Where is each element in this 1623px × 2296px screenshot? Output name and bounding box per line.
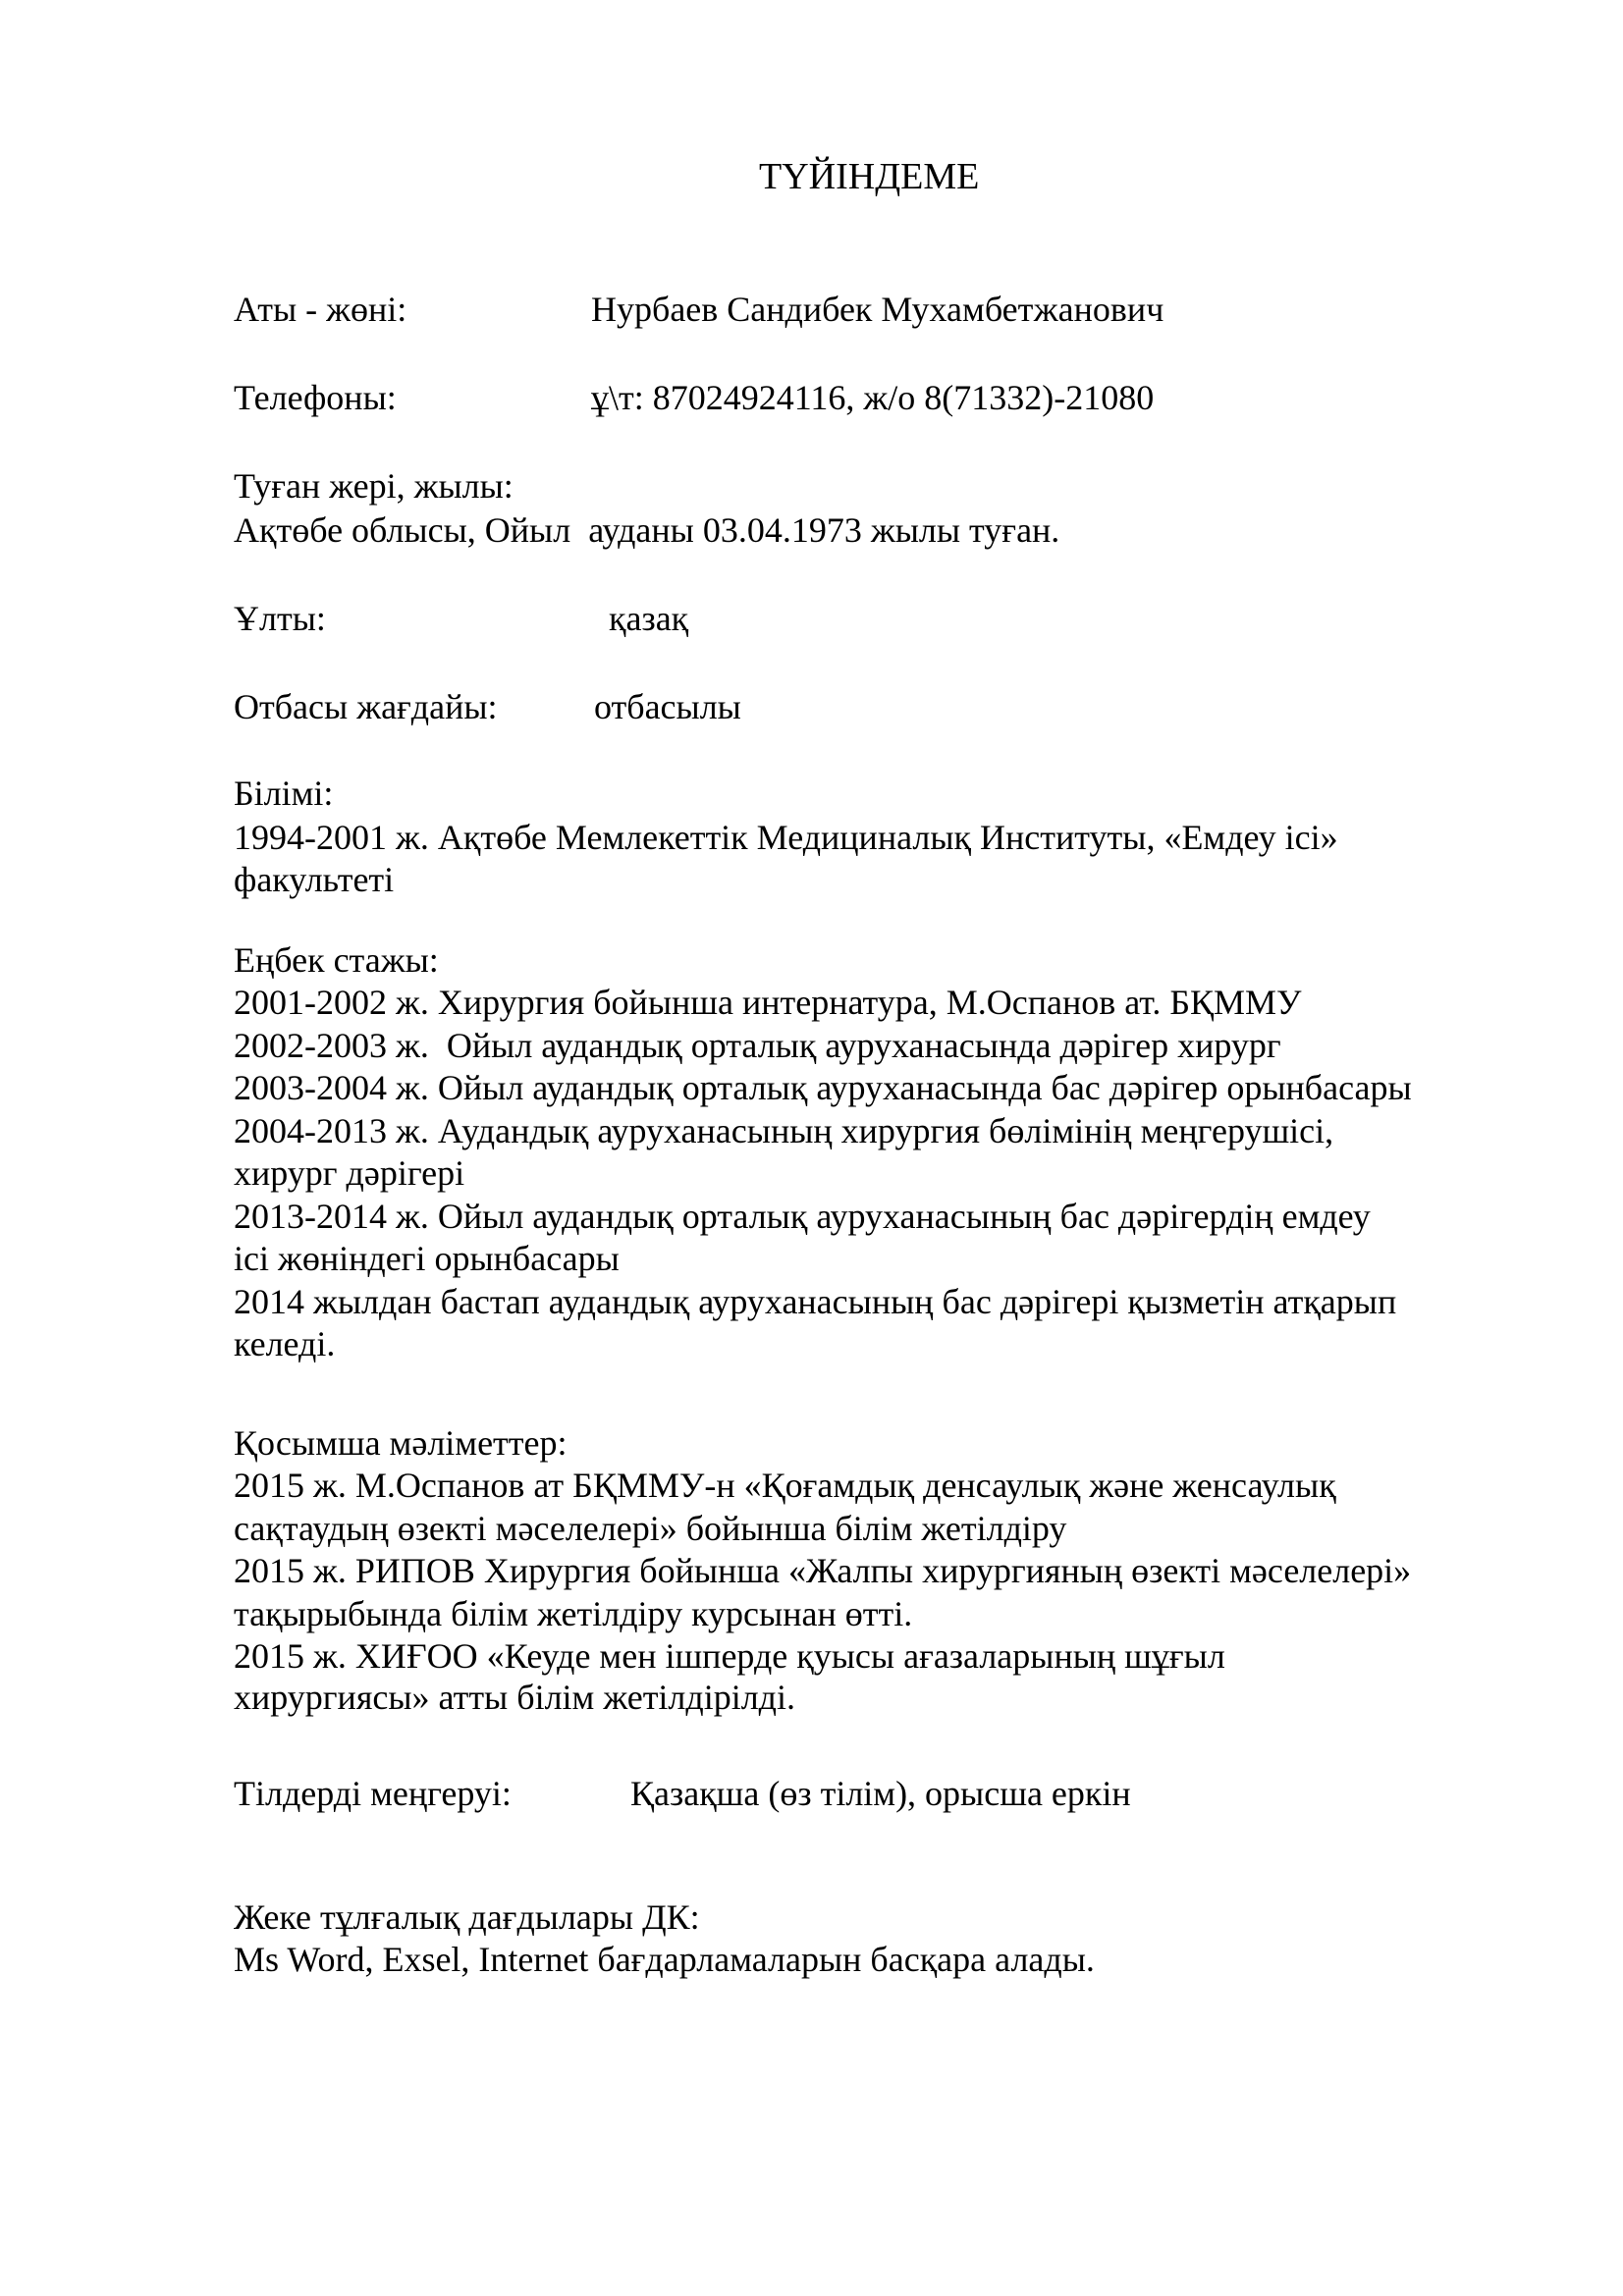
birth-label: Туған жері, жылы:: [234, 466, 514, 506]
additional-label: Қосымша мәліметтер:: [234, 1423, 568, 1463]
birth-value: Ақтөбе облысы, Ойыл ауданы 03.04.1973 жылы туған.: [234, 510, 1060, 550]
additional-line: 2015 ж. РИПОВ Хирургия бойынша «Жалпы хирургияның өзекті мәселелері»: [234, 1551, 1412, 1590]
education-line: 1994-2001 ж. Ақтөбе Мемлекеттік Медициналық Институты, «Емдеу ісі»: [234, 818, 1338, 857]
experience-line: 2001-2002 ж. Хирургия бойынша интернатура, М.Оспанов ат. БҚММУ: [234, 983, 1302, 1022]
education-label: Білімі:: [234, 774, 334, 813]
experience-line: 2013-2014 ж. Ойыл аудандық орталық ауруханасының бас дәрігердің емдеу: [234, 1197, 1371, 1236]
family-label: Отбасы жағдайы:: [234, 687, 498, 726]
education-line: факультеті: [234, 860, 395, 899]
skills-label: Жеке тұлғалық дағдылары ДК:: [234, 1897, 700, 1937]
experience-line: хирург дәрігері: [234, 1153, 465, 1193]
name-value: Нурбаев Сандибек Мухамбетжанович: [591, 290, 1164, 329]
skills-value: Ms Word, Exsel, Internet бағдарламаларын басқара алады.: [234, 1940, 1095, 1979]
additional-line: сақтаудың өзекті мәселелері» бойынша білім жетілдіру: [234, 1509, 1067, 1548]
phones-label: Телефоны:: [234, 378, 397, 417]
languages-label: Тілдерді меңгеруі:: [234, 1774, 512, 1813]
experience-line: келеді.: [234, 1324, 336, 1363]
nationality-label: Ұлты:: [234, 599, 326, 638]
family-value: отбасылы: [594, 687, 741, 726]
experience-line: 2004-2013 ж. Аудандық ауруханасының хирургия бөлімінің меңгерушісі,: [234, 1111, 1334, 1150]
additional-line: тақырыбында білім жетілдіру курсынан өтті.: [234, 1594, 913, 1633]
experience-line: 2002-2003 ж. Ойыл аудандық орталық ауруханасында дәрігер хирург: [234, 1026, 1281, 1065]
document-title: ТҮЙІНДЕМЕ: [759, 156, 980, 197]
nationality-value: қазақ: [609, 599, 689, 638]
experience-line: 2003-2004 ж. Ойыл аудандық орталық ауруханасында бас дәрігер орынбасары: [234, 1068, 1412, 1107]
experience-line: ісі жөніндегі орынбасары: [234, 1239, 620, 1278]
experience-label: Еңбек стажы:: [234, 940, 439, 980]
languages-value: Қазақша (өз тілім), орысша еркін: [630, 1774, 1131, 1813]
experience-line: 2014 жылдан бастап аудандық ауруханасының бас дәрігері қызметін атқарып: [234, 1282, 1397, 1321]
additional-line: 2015 ж. ХИҒОО «Кеуде мен ішперде қуысы ағазаларының шұғыл: [234, 1636, 1225, 1676]
additional-line: 2015 ж. М.Оспанов ат БҚММУ-н «Қоғамдық денсаулық және женсаулық: [234, 1466, 1336, 1505]
additional-line: хирургиясы» атты білім жетілдірілді.: [234, 1678, 795, 1717]
phones-value: ұ\т: 87024924116, ж/о 8(71332)-21080: [591, 378, 1155, 417]
name-label: Аты - жөні:: [234, 290, 407, 329]
